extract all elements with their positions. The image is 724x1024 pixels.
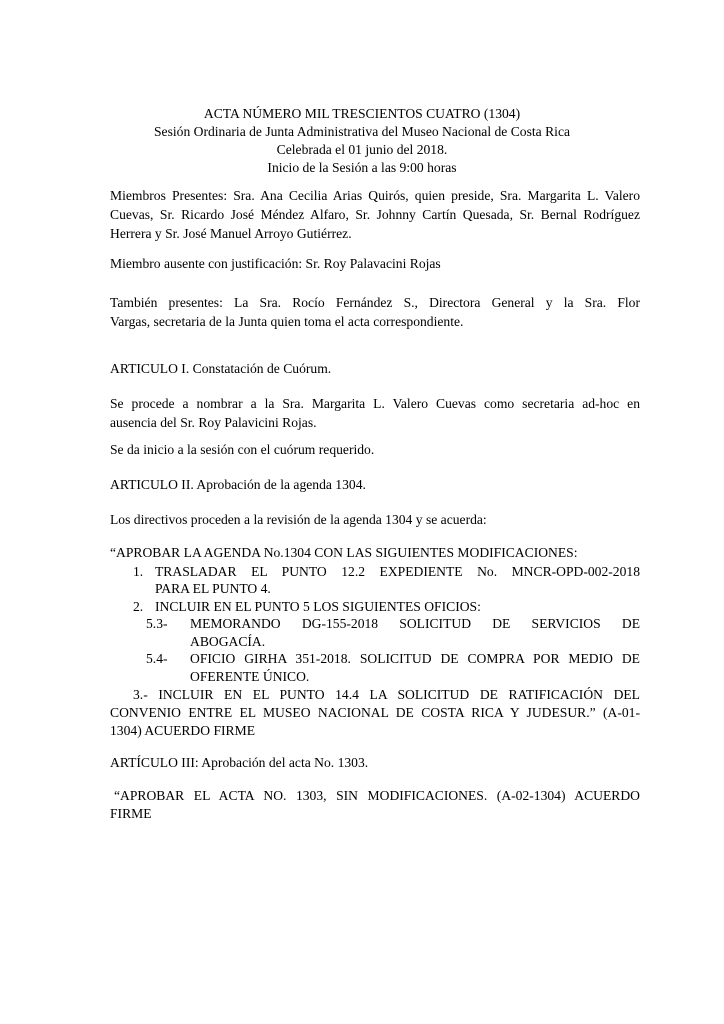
article-3-resolution-line-2: FIRME [110,806,152,821]
article-3-resolution-line-1: “APROBAR EL ACTA NO. 1303, SIN MODIFICACIONES. (A-02-1304) ACUERDO [114,788,640,803]
absent-member: Miembro ausente con justificación: Sr. Roy Palavacini Rojas [110,256,441,271]
members-present-line-2: Cuevas, Sr. Ricardo José Méndez Alfaro, Sr. Johnny Cartín Quesada, Sr. Bernal Rodríguez [110,207,640,222]
item-2-number: 2. [133,599,144,614]
article-1-paragraph-line-1: Se procede a nombrar a la Sra. Margarita L. Valero Cuevas como secretaria ad-hoc en [110,396,640,411]
item-3-line-2: CONVENIO ENTRE EL MUSEO NACIONAL DE COSTA RICA Y JUDESUR.” (A-01- [110,705,640,720]
members-present-line-3: Herrera y Sr. José Manuel Arroyo Gutiérrez. [110,226,352,241]
item-1-line-2: PARA EL PUNTO 4. [155,581,271,596]
article-1-quorum: Se da inicio a la sesión con el cuórum requerido. [110,442,375,457]
members-present-line-1: Miembros Presentes: Sra. Ana Cecilia Arias Quirós, quien preside, Sra. Margarita L. Valero [110,188,640,203]
subitem-5-3-number: 5.3- [146,616,168,631]
article-1-title: ARTICULO I. Constatación de Cuórum. [110,361,332,376]
item-1-number: 1. [133,564,144,579]
session-date: Celebrada el 01 junio del 2018. [276,142,448,157]
article-2-intro: Los directivos proceden a la revisión de la agenda 1304 y se acuerda: [110,512,487,527]
session-description: Sesión Ordinaria de Junta Administrativa del Museo Nacional de Costa Rica [153,124,571,139]
item-3-line-3: 1304) ACUERDO FIRME [110,723,256,738]
also-present-line-1: También presentes: La Sra. Rocío Fernández S., Directora General y la Sra. Flor [110,295,640,310]
article-2-title: ARTICULO II. Aprobación de la agenda 1304. [110,477,366,492]
subitem-5-3-line-2: ABOGACÍA. [190,634,266,649]
session-start-time: Inicio de la Sesión a las 9:00 horas [267,160,457,175]
subitem-5-4-line-2: OFERENTE ÚNICO. [190,669,310,684]
subitem-5-4-line-1: OFICIO GIRHA 351-2018. SOLICITUD DE COMPRA POR MEDIO DE [190,651,640,666]
also-present-line-2: Vargas, secretaria de la Junta quien toma el acta correspondiente. [110,314,464,329]
item-2-line-1: INCLUIR EN EL PUNTO 5 LOS SIGUIENTES OFICIOS: [155,599,481,614]
subitem-5-3-line-1: MEMORANDO DG-155-2018 SOLICITUD DE SERVICIOS DE [190,616,640,631]
item-3-line-1: 3.- INCLUIR EN EL PUNTO 14.4 LA SOLICITUD DE RATIFICACIÓN DEL [133,687,640,702]
subitem-5-4-number: 5.4- [146,651,168,666]
act-title: ACTA NÚMERO MIL TRESCIENTOS CUATRO (1304) [203,106,521,121]
item-1-line-1: TRASLADAR EL PUNTO 12.2 EXPEDIENTE No. MNCR-OPD-002-2018 [155,564,640,579]
article-2-resolution: “APROBAR LA AGENDA No.1304 CON LAS SIGUIENTES MODIFICACIONES: [110,545,578,560]
article-1-paragraph-line-2: ausencia del Sr. Roy Palavicini Rojas. [110,415,317,430]
article-3-title: ARTÍCULO III: Aprobación del acta No. 1303. [110,755,369,770]
